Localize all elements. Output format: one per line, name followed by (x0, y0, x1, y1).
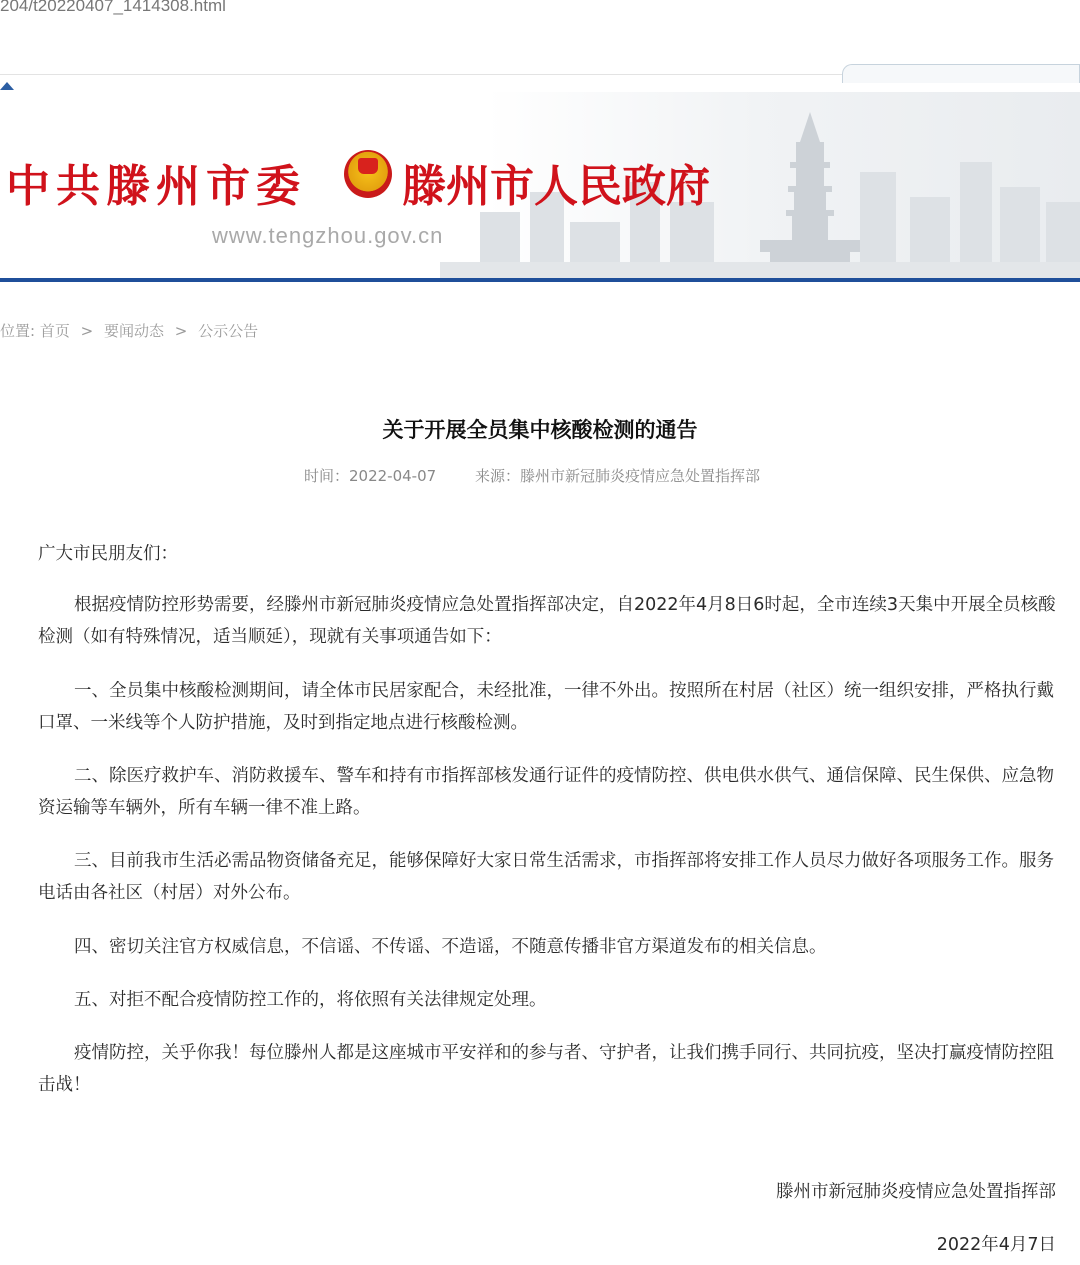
url-text[interactable]: 204/t20220407_1414308.html (0, 0, 226, 15)
breadcrumb-separator: > (80, 322, 94, 340)
breadcrumb-notice-link[interactable]: 公示公告 (198, 322, 259, 340)
corner-marker-icon (0, 82, 14, 90)
article-source: 来源：滕州市新冠肺炎疫情应急处置指挥部 (474, 467, 760, 485)
breadcrumb-news-link[interactable]: 要闻动态 (104, 322, 165, 340)
site-banner (0, 92, 1080, 282)
article-title: 关于开展全员集中核酸检测的通告 (382, 418, 698, 442)
article-paragraph: 疫情防控，关乎你我！每位滕州人都是这座城市平安祥和的参与者、守护者，让我们携手同行、共同抗疫，坚决打赢疫情防控阻击战！ (38, 1043, 1054, 1095)
breadcrumb-home-link[interactable]: 首页 (39, 322, 70, 340)
article-paragraph: 二、除医疗救护车、消防救援车、警车和持有市指挥部核发通行证件的疫情防控、供电供水供气、通信保障、民生保供、应急物资运输等车辆外，所有车辆一律不准上路。 (38, 766, 1054, 818)
article-paragraph: 五、对拒不配合疫情防控工作的，将依照有关法律规定处理。 (74, 990, 547, 1010)
article-paragraph: 一、全员集中核酸检测期间，请全体市民居家配合，未经批准，一律不外出。按照所在村居（社区）统一组织安排，严格执行戴口罩、一米线等个人防护措施，及时到指定地点进行核酸检测。 (38, 681, 1054, 733)
site-domain: www.tengzhou.gov.cn (212, 223, 444, 248)
banner-divider (0, 278, 1080, 282)
breadcrumb (0, 320, 258, 341)
government-title[interactable]: 滕州市人民政府 (402, 161, 710, 212)
breadcrumb-prefix: 位置: (0, 322, 36, 340)
breadcrumb-separator: > (174, 322, 188, 340)
national-emblem-icon (344, 150, 392, 198)
article-paragraph: 三、目前我市生活必需品物资储备充足，能够保障好大家日常生活需求，市指挥部将安排工作人员尽力做好各项服务工作。服务电话由各社区（村居）对外公布。 (38, 851, 1054, 903)
article-paragraph: 四、密切关注官方权威信息，不信谣、不传谣、不造谣，不随意传播非官方渠道发布的相关信息。 (74, 937, 827, 957)
article-paragraph: 根据疫情防控形势需要，经滕州市新冠肺炎疫情应急处置指挥部决定，自2022年4月8日6时起，全市连续3天集中开展全员核酸检测（如有特殊情况，适当顺延），现就有关事项通告如下： (38, 595, 1056, 647)
address-bar[interactable] (0, 0, 1080, 29)
article-greeting: 广大市民朋友们： (38, 544, 178, 564)
article-sign-date: 2022年4月7日 (936, 1235, 1056, 1255)
article-signature: 滕州市新冠肺炎疫情应急处置指挥部 (776, 1182, 1056, 1202)
party-committee-title[interactable]: 中共滕州市委 (6, 161, 306, 212)
nav-tab-shape (842, 64, 1080, 83)
article-meta (304, 465, 760, 486)
article-time: 时间：2022-04-07 (304, 467, 437, 485)
